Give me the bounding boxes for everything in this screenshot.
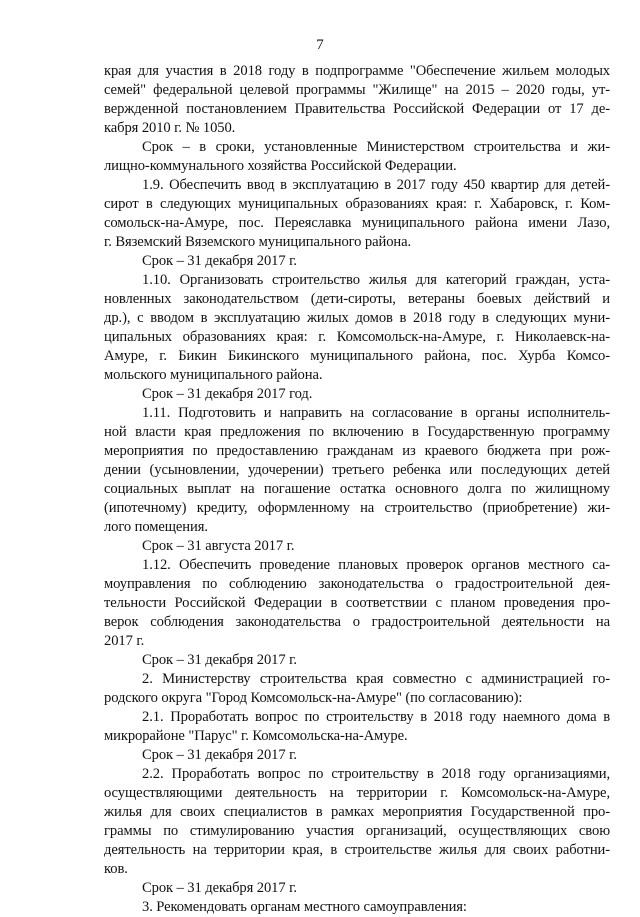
- text-line: 1.12. Обеспечить проведение плановых проверок органов местного са-: [142, 557, 610, 573]
- text-line: Срок – 31 декабря 2017 г.: [142, 880, 297, 896]
- text-line: 2.2. Проработать вопрос по строительству в 2018 году организациями,: [142, 766, 610, 782]
- text-line: 1.11. Подготовить и направить на согласование в органы исполнитель-: [142, 405, 610, 421]
- text-line: лищно-коммунального хозяйства Российской Федерации.: [104, 158, 457, 174]
- text-line: вержденной постановлением Правительства Российской Федерации от 17 де-: [104, 101, 610, 117]
- text-line: лого помещения.: [104, 519, 208, 535]
- text-line: верок соблюдения законодательства о градостроительной деятельности на: [104, 614, 610, 630]
- text-line: др.), с вводом в эксплуатацию жилых домов в 2018 году в следующих муни-: [104, 310, 610, 326]
- page-number: 7: [316, 37, 324, 53]
- text-line: новленных законодательством (дети-сироты, ветераны боевых действий и: [104, 291, 610, 307]
- text-line: дении (усыновлении, удочерении) третьего ребенка или последующих детей: [104, 462, 610, 478]
- text-line: Амуре, г. Бикин Бикинского муниципального района, пос. Хурба Комсо-: [104, 348, 610, 364]
- text-line: жилья для своих специалистов в рамках мероприятия Государственной про-: [104, 804, 610, 820]
- text-line: 2. Министерству строительства края совместно с администрацией го-: [142, 671, 610, 687]
- text-line: мероприятия по предоставлению гражданам из краевого бюджета при рож-: [104, 443, 610, 459]
- text-line: деятельность на территории края, в строительстве жилья для своих работни-: [104, 842, 610, 858]
- text-line: Срок – 31 декабря 2017 год.: [142, 386, 313, 402]
- text-line: 1.10. Организовать строительство жилья для категорий граждан, уста-: [142, 272, 610, 288]
- text-line: социальных выплат на погашение остатка основного долга по жилищному: [104, 481, 610, 497]
- text-line: Срок – 31 декабря 2017 г.: [142, 747, 297, 763]
- text-line: Срок – 31 августа 2017 г.: [142, 538, 295, 554]
- text-line: осуществляющими деятельность на территории г. Комсомольск-на-Амуре,: [104, 785, 610, 801]
- text-line: семей" федеральной целевой программы "Жилище" на 2015 – 2020 годы, ут-: [104, 82, 610, 98]
- text-line: 2.1. Проработать вопрос по строительству в 2018 году наемного дома в: [142, 709, 610, 725]
- text-line: Срок – в сроки, установленные Министерством строительства и жи-: [142, 139, 610, 155]
- text-line: микрорайоне "Парус" г. Комсомольска-на-Амуре.: [104, 728, 408, 744]
- text-line: сомольск-на-Амуре, пос. Переяславка муниципального района имени Лазо,: [104, 215, 610, 231]
- text-line: г. Вяземский Вяземского муниципального района.: [104, 234, 412, 250]
- text-line: мольского муниципального района.: [104, 367, 323, 383]
- text-line: Срок – 31 декабря 2017 г.: [142, 253, 297, 269]
- document-body: [104, 62, 610, 917]
- text-line: родского округа "Город Комсомольск-на-Амуре" (по согласованию):: [104, 690, 523, 706]
- text-line: 2017 г.: [104, 633, 145, 649]
- text-line: Срок – 31 декабря 2017 г.: [142, 652, 297, 668]
- text-line: ной власти края предложения по включению в Государственную программу: [104, 424, 610, 440]
- text-line: тельности Российской Федерации в соответствии с планом проведения про-: [104, 595, 610, 611]
- text-line: моуправления по соблюдению законодательства о градостроительной дея-: [104, 576, 610, 592]
- text-line: (ипотечному) кредиту, оформленному на строительство (приобретение) жи-: [104, 500, 610, 516]
- text-line: ципальных образованиях края: г. Комсомольск-на-Амуре, г. Николаевск-на-: [104, 329, 610, 345]
- text-line: ков.: [104, 861, 128, 877]
- text-line: 1.9. Обеспечить ввод в эксплуатацию в 2017 году 450 квартир для детей-: [142, 177, 610, 193]
- text-line: края для участия в 2018 году в подпрограмме "Обеспечение жильем молодых: [104, 63, 610, 79]
- text-line: 3. Рекомендовать органам местного самоуправления:: [142, 899, 467, 915]
- text-line: сирот в следующих муниципальных образованиях края: г. Хабаровск, г. Ком-: [104, 196, 610, 212]
- text-line: граммы по стимулированию участия организаций, осуществляющих свою: [104, 823, 610, 839]
- text-line: кабря 2010 г. № 1050.: [104, 120, 236, 136]
